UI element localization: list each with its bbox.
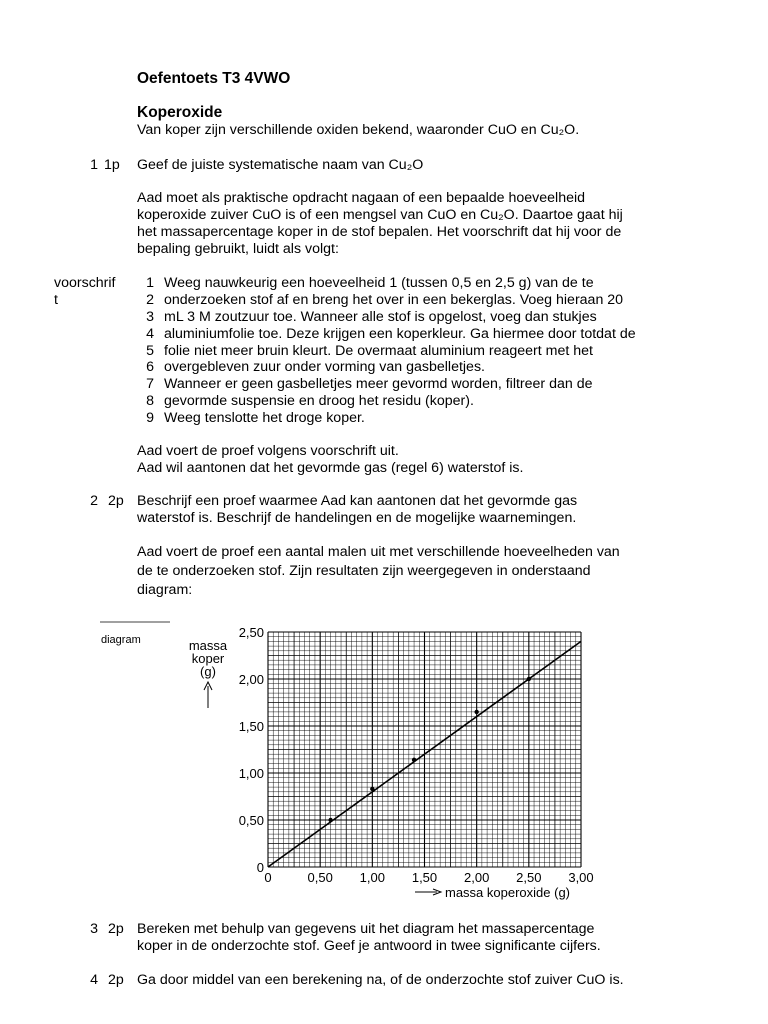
para3-line: Aad voert de proef een aantal malen uit met verschillende hoeveelheden van <box>137 544 620 560</box>
procedure-line: aluminiumfolie toe. Deze krijgen een koperkleur. Ga hiermee door totdat de <box>164 326 636 342</box>
y-tick-label: 2,00 <box>238 672 264 687</box>
procedure-line: overgebleven zuur onder vorming van gasbelletjes. <box>164 359 485 375</box>
x-tick-label: 2,00 <box>464 870 490 885</box>
para3-line: de te onderzoeken stof. Zijn resultaten zijn weergegeven in onderstaand <box>137 563 591 579</box>
chart-grid <box>268 632 581 867</box>
procedure-line: Weeg tenslotte het droge koper. <box>164 410 365 426</box>
para2-line: Aad wil aantonen dat het gevormde gas (regel 6) waterstof is. <box>137 460 524 476</box>
data-point <box>328 818 332 822</box>
line-number: 9 <box>146 410 154 426</box>
procedure-line: Weeg nauwkeurig een hoeveelheid 1 (tussen 0,5 en 2,5 g) van de te <box>164 275 594 291</box>
q3-line: koper in de onderzochte stof. Geef je antwoord in twee significante cijfers. <box>137 938 601 954</box>
x-tick-label: 1,50 <box>411 870 438 885</box>
fit-line <box>268 641 581 867</box>
x-tick-label: 3,00 <box>568 870 594 885</box>
para1-line: Aad moet als praktische opdracht nagaan of een bepaalde hoeveelheid <box>137 190 586 206</box>
q2-line: Beschrijf een proef waarmee Aad kan aantonen dat het gevormde gas <box>137 493 578 509</box>
data-point <box>370 787 374 791</box>
q2-points: 2p <box>108 493 124 509</box>
procedure-line: Wanneer er geen gasbelletjes meer gevormd worden, filtreer dan de <box>164 376 593 392</box>
x-axis-arrowhead <box>433 889 441 895</box>
line-number: 3 <box>146 309 154 325</box>
chart-series <box>268 641 581 867</box>
y-axis-label <box>189 638 228 679</box>
data-point <box>474 710 478 714</box>
para1-line: het massapercentage koper in de stof bepalen. Het voorschrift dat hij voor de <box>137 224 622 240</box>
line-number: 4 <box>146 326 154 342</box>
line-number: 5 <box>146 343 154 359</box>
q3-line: Bereken met behulp van gegevens uit het diagram het massapercentage <box>137 921 595 937</box>
procedure-line: folie niet meer bruin kleurt. De overmaat aluminium reageert met het <box>164 343 593 359</box>
x-axis-label: massa koperoxide (g) <box>445 885 570 900</box>
procedure-label-cont: t <box>54 292 58 308</box>
y-axis-label-line: koper <box>191 651 225 666</box>
q2-line: waterstof is. Beschrijf de handelingen en de mogelijke waarnemingen. <box>137 510 577 526</box>
x-tick-label: 2,50 <box>516 870 542 885</box>
procedure-line: gevormde suspensie en droog het residu (koper). <box>164 393 474 409</box>
q1-number: 1 <box>90 157 98 173</box>
q4-points: 2p <box>108 972 124 988</box>
x-tick-label: 0 <box>264 870 272 885</box>
x-tick-label: 1,00 <box>359 870 385 885</box>
line-number: 7 <box>146 376 154 392</box>
procedure-line: onderzoeken stof af en breng het over in een bekerglas. Voeg hieraan 20 <box>164 292 624 308</box>
para1-line: bepaling gebruikt, luidt als volgt: <box>137 241 339 257</box>
tick-labels <box>239 625 594 885</box>
procedure-line: mL 3 M zoutzuur toe. Wanneer alle stof is opgelost, voeg dan stukjes <box>164 309 597 325</box>
y-tick-label: 1,50 <box>238 719 264 734</box>
q2-number: 2 <box>90 493 98 509</box>
q1-text: Geef de juiste systematische naam van Cu₂O <box>137 157 424 173</box>
y-tick-label: 2,50 <box>238 625 264 640</box>
y-tick-label: 0 <box>256 860 264 875</box>
line-number: 6 <box>146 359 154 375</box>
y-axis-label-line: (g) <box>200 664 216 679</box>
y-axis-arrowhead <box>204 682 212 690</box>
data-point <box>527 677 531 681</box>
line-number: 2 <box>146 292 154 308</box>
y-axis-label-line: massa <box>188 638 228 653</box>
para1-line: koperoxide zuiver CuO is of een mengsel van CuO en Cu₂O. Daartoe gaat hij <box>137 207 623 223</box>
chart-caption: diagram <box>101 634 141 646</box>
y-tick-label: 1,00 <box>238 766 264 781</box>
q4-number: 4 <box>90 972 98 988</box>
section-title: Koperoxide <box>137 104 223 121</box>
q3-points: 2p <box>108 921 124 937</box>
para2-line: Aad voert de proef volgens voorschrift uit. <box>137 443 399 459</box>
q1-points: 1p <box>104 157 120 173</box>
y-tick-label: 0,50 <box>238 813 264 828</box>
q4-text: Ga door middel van een berekening na, of de onderzochte stof zuiver CuO is. <box>137 972 624 988</box>
procedure-label: voorschrif <box>54 275 116 291</box>
q3-number: 3 <box>90 921 98 937</box>
line-number: 8 <box>146 393 154 409</box>
page-title: Oefentoets T3 4VWO <box>137 70 291 87</box>
para3-line: diagram: <box>137 582 193 598</box>
intro-text: Van koper zijn verschillende oxiden bekend, waaronder CuO en Cu₂O. <box>137 122 580 138</box>
data-point <box>412 758 416 762</box>
x-tick-label: 0,50 <box>307 870 333 885</box>
line-number: 1 <box>146 275 154 291</box>
